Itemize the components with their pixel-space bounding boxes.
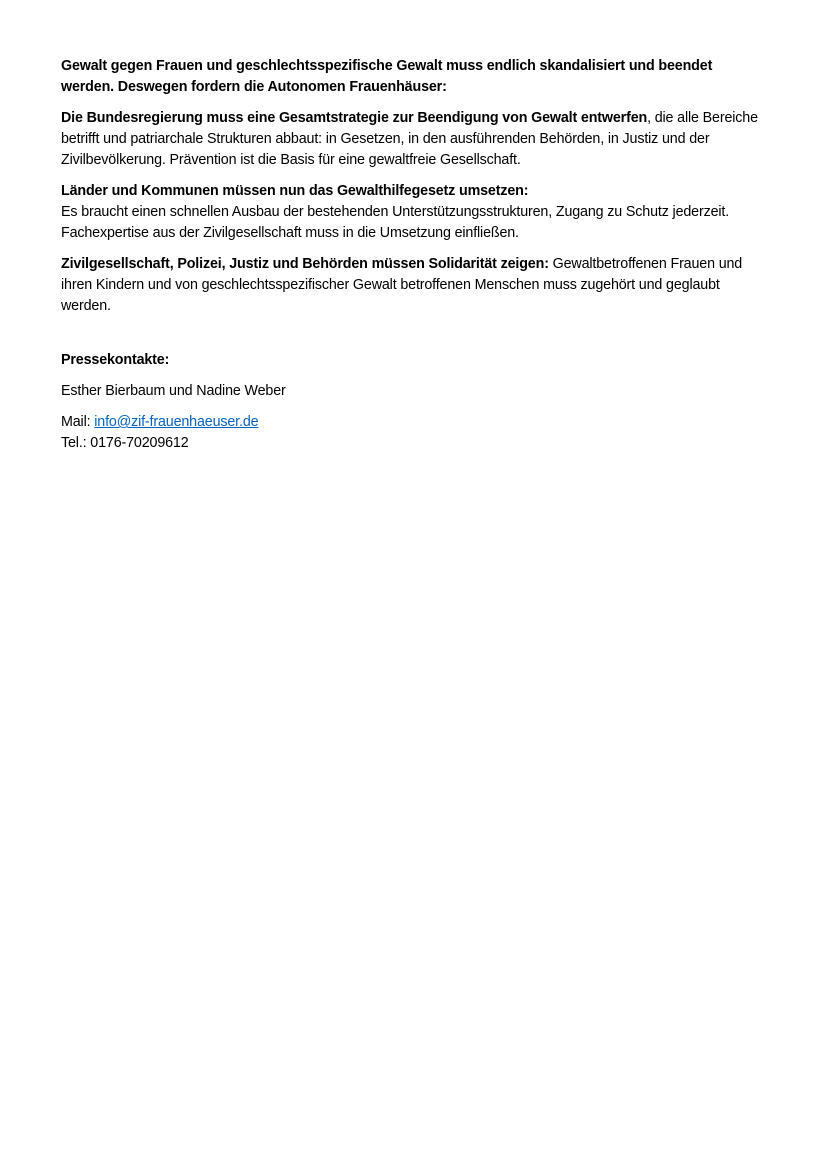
demand-federal-paragraph [61,108,767,171]
demand-society-bold: Zivilgesellschaft, Polizei, Justiz und Behörden müssen Solidarität zeigen: [61,256,549,272]
intro-paragraph [61,56,767,98]
demand-society-rest: Gewaltbetroffenen Frauen und ihren Kindern und von geschlechtsspezifischer Gewalt betroffenen Menschen muss zugehört und geglaubt werden. [61,256,743,314]
email-link[interactable]: info@zif-frauenhaeuser.de [94,414,259,430]
intro-text: Gewalt gegen Frauen und geschlechtsspezifische Gewalt muss endlich skandalisiert und beendet werden. Deswegen fordern die Autonomen Frauenhäuser: [61,58,713,95]
demand-states-paragraph [61,181,767,244]
demand-federal-rest: , die alle Bereiche betrifft und patriarchale Strukturen abbaut: in Gesetzen, in den ausführenden Behörden, in Justiz und der Zivilbevölkerung. Prävention ist die Basis für eine gewaltfreie Gesellschaft. [61,110,758,168]
demand-federal-bold: Die Bundesregierung muss eine Gesamtstrategie zur Beendigung von Gewalt entwerfen [61,110,648,126]
press-contact-details [61,412,767,454]
press-contact-names: Esther Bierbaum und Nadine Weber [61,383,286,399]
phone-number: Tel.: 0176-70209612 [61,435,189,451]
press-contacts-heading-text: Pressekontakte: [61,352,170,368]
demand-states-bold: Länder und Kommunen müssen nun das Gewalthilfegesetz umsetzen: [61,183,529,199]
mail-label: Mail: [61,414,95,430]
press-contacts-section [61,350,767,454]
document-content [61,56,767,454]
demand-states-rest: Es braucht einen schnellen Ausbau der bestehenden Unterstützungsstrukturen, Zugang zu Schutz jederzeit. Fachexpertise aus der Zivilgesellschaft muss in die Umsetzung einfließen. [61,204,730,241]
press-contacts-heading [61,350,767,371]
demand-society-paragraph [61,254,767,317]
